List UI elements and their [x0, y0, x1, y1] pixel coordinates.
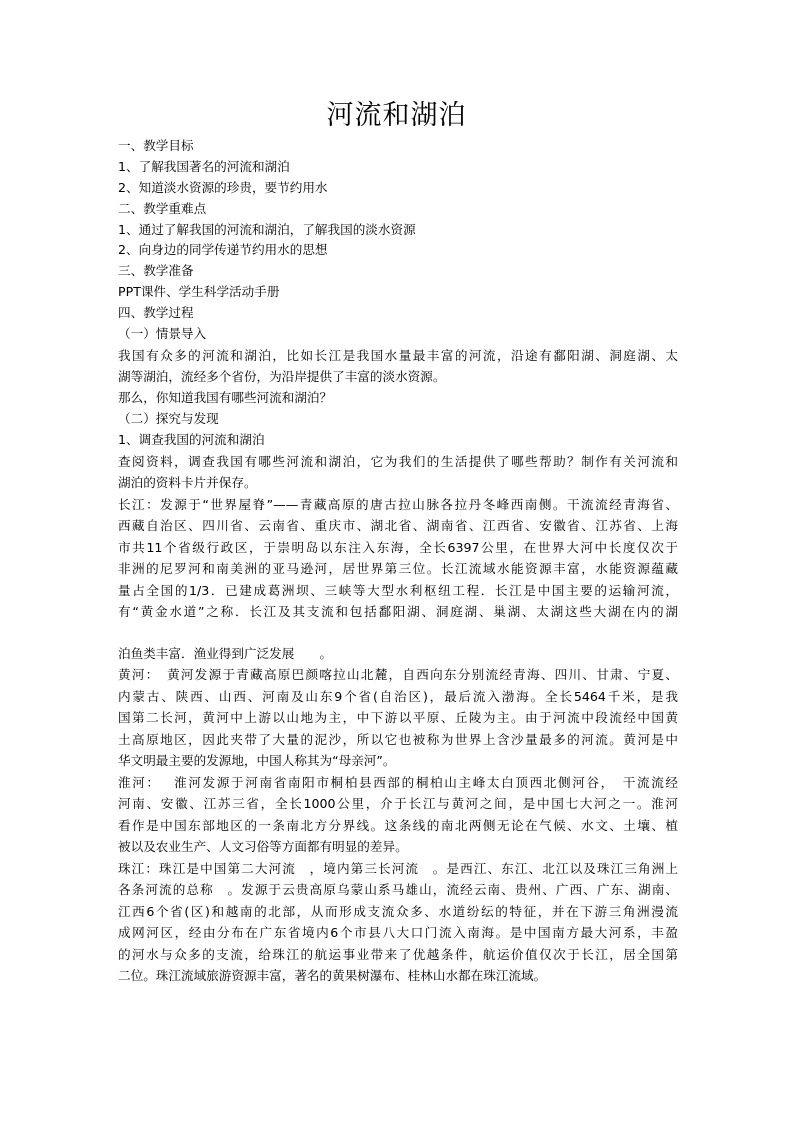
yangtze-paragraph — [118, 494, 678, 665]
text-line: 淮河： 淮河发源于河南省南阳市桐柏县西部的桐柏山主峰太白顶西北侧河谷， 干流流经 — [118, 774, 678, 790]
text-line: 泊鱼类丰富．渔业得到广泛发展 。 — [118, 645, 333, 661]
objective-item: 2、知道淡水资源的珍贵，要节约用水 — [118, 179, 328, 195]
key-point-item: 1、通过了解我国的河流和湖泊，了解我国的淡水资源 — [118, 221, 416, 237]
subsection-heading-intro: （一）情景导入 — [118, 326, 207, 342]
text-line: 各条河流的总称 。发源于云贵高原乌蒙山系马雄山，流经云南、贵州、广西、广东、湖南、 — [118, 882, 678, 898]
text-line: 湖泊的资料卡片并保存。 — [118, 475, 257, 491]
text-line: 湖等湖泊，流经多个省份，为沿岸提供了丰富的淡水资源。 — [118, 369, 446, 385]
text-line: 成网河区，经由分布在广东省境内6个市县八大口门流入南海。是中国南方最大河系，丰盈 — [118, 925, 678, 941]
task-paragraph — [118, 451, 678, 494]
text-line: 黄河： 黄河发源于青藏高原巴颜喀拉山北麓，自西向东分别流经青海、四川、甘肃、宁夏、 — [118, 667, 678, 683]
task-heading: 1、调查我国的河流和湖泊 — [118, 431, 265, 447]
intro-question: 那么，你知道我国有哪些河流和湖泊？ — [118, 389, 333, 405]
page-title: 河流和湖泊 — [326, 100, 467, 131]
text-line: 长江：发源于“世界屋脊”——青藏高原的唐古拉山脉各拉丹冬峰西南侧。干流流经青海省、 — [118, 496, 678, 512]
subsection-heading-explore: （二）探究与发现 — [118, 410, 219, 426]
text-line: 市共11个省级行政区，于崇明岛以东注入东海，全长6397公里，在世界大河中长度仅次于 — [118, 539, 678, 555]
text-line: 江西6个省(区)和越南的北部，从而形成支流众多、水道纷纭的特征，并在下游三角洲漫流 — [118, 903, 678, 919]
text-line: 非洲的尼罗河和南美洲的亚马逊河，居世界第三位。长江流域水能资源丰富，水能资源蕴藏 — [118, 561, 678, 577]
pearl-river-paragraph — [118, 858, 678, 987]
intro-paragraph — [118, 345, 678, 388]
text-line: 华文明最主要的发源地，中国人称其为“母亲河”。 — [118, 753, 396, 769]
lesson-outline — [118, 136, 678, 345]
text-line: 的河水与众多的支流，给珠江的航运事业带来了优越条件，航运价值仅次于长江，居全国第 — [118, 946, 678, 962]
text-line: 看作是中国东部地区的一条南北方分界线。这条线的南北两侧无论在气候、水文、土壤、植 — [118, 817, 678, 833]
section-heading-objectives: 一、教学目标 — [118, 138, 194, 153]
text-line: 被以及农业生产、人文习俗等方面都有明显的差异。 — [118, 839, 408, 855]
text-line: 我国有众多的河流和湖泊，比如长江是我国水量最丰富的河流，沿途有鄱阳湖、洞庭湖、太 — [118, 347, 678, 363]
inquiry-block — [118, 388, 678, 451]
text-line: 二位。珠江流域旅游资源丰富，著名的黄果树瀑布、桂林山水都在珠江流域。 — [118, 968, 547, 984]
section-heading-preparation: 三、教学准备 — [118, 263, 194, 279]
section-heading-key-points: 二、教学重难点 — [118, 200, 207, 216]
huai-river-paragraph — [118, 772, 678, 858]
objective-item: 1、了解我国著名的河流和湖泊 — [118, 158, 290, 174]
text-line: 内蒙古、陕西、山西、河南及山东9个省(自治区)，最后流入渤海。全长5464千米，是我 — [118, 688, 678, 704]
preparation-item: PPT课件、学生科学活动手册 — [118, 284, 280, 300]
paragraph-gap — [118, 623, 678, 643]
text-line: 国第二长河，黄河中上游以山地为主，中下游以平原、丘陵为主。由于河流中段流经中国黄 — [118, 710, 678, 726]
text-line: 有“黄金水道”之称．长江及其支流和包括鄱阳湖、洞庭湖、巢湖、太湖这些大湖在内的湖 — [118, 604, 678, 620]
document-body — [118, 136, 678, 987]
key-point-item: 2、向身边的同学传递节约用水的思想 — [118, 242, 328, 258]
text-line: 土高原地区，因此夹带了大量的泥沙，所以它也被称为世界上含沙量最多的河流。黄河是中 — [118, 731, 678, 747]
text-line: 量占全国的1/3．已建成葛洲坝、三峡等大型水利枢纽工程．长江是中国主要的运输河流， — [118, 582, 678, 598]
section-heading-process: 四、教学过程 — [118, 305, 194, 321]
yellow-river-paragraph — [118, 664, 678, 772]
text-line: 河南、安徽、江苏三省，全长1000公里，介于长江与黄河之间，是中国七大河之一。淮河 — [118, 796, 678, 812]
text-line: 西藏自治区、四川省、云南省、重庆市、湖北省、湖南省、江西省、安徽省、江苏省、上海 — [118, 518, 678, 534]
text-line: 珠江：珠江是中国第二大河流 ，境内第三长河流 。是西江、东江、北江以及珠江三角洲上 — [118, 860, 678, 876]
text-line: 查阅资料，调查我国有哪些河流和湖泊，它为我们的生活提供了哪些帮助？制作有关河流和 — [118, 453, 678, 469]
